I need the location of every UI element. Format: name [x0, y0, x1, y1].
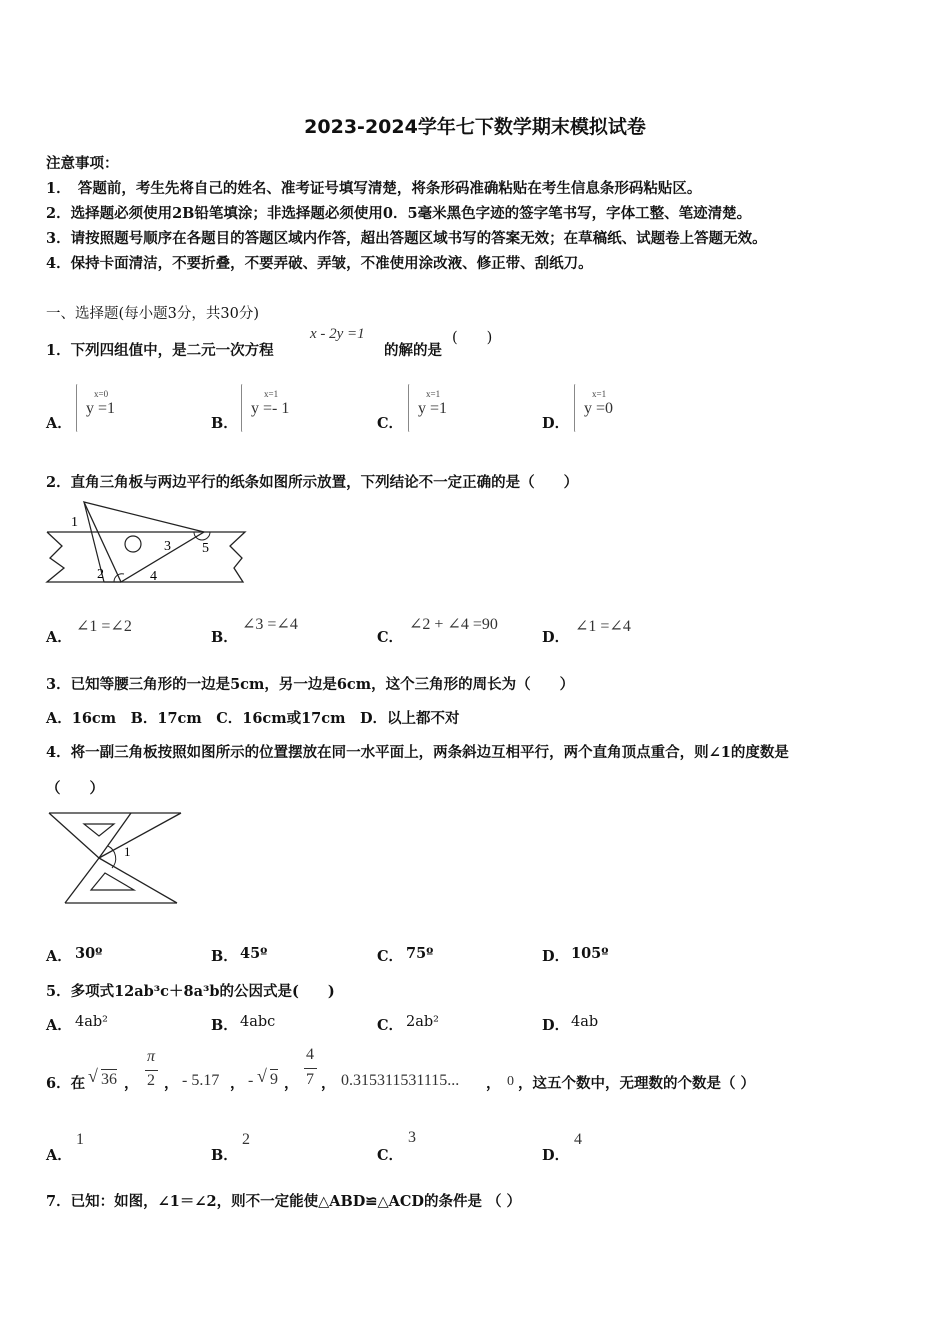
fig-label-1: 1 [71, 515, 78, 530]
option-label: A． [46, 629, 72, 646]
hole [125, 536, 141, 552]
option-value: 4ab [571, 1014, 599, 1030]
q2-stem: 2．直角三角板与两边平行的纸条如图所示放置，下列结论不一定正确的是（ ） [46, 474, 579, 491]
q6-sep: ， [164, 1075, 179, 1092]
option-label: C． [377, 1147, 404, 1164]
q7-stem: 7．已知：如图，∠1＝∠2，则不一定能使△ABD≌△ACD的条件是 （ ） [46, 1193, 522, 1210]
q1-stem-end: 的解的是 [384, 342, 442, 359]
fig-label-5: 5 [202, 541, 209, 556]
q6-neg: - [248, 1072, 254, 1089]
q6-two: 2 [147, 1072, 155, 1089]
option-label: C． [377, 415, 404, 432]
option-label: C． [377, 629, 404, 646]
brace [241, 384, 244, 432]
q6-four: 4 [306, 1046, 314, 1063]
option-label: B． [211, 629, 238, 646]
notice-item-4: 4．保持卡面清洁，不要折叠，不要弄破、弄皱，不准使用涂改液、修正带、刮纸刀。 [46, 255, 593, 272]
option-value: 45º [240, 945, 268, 962]
q6-zero: 0 [507, 1074, 514, 1089]
q6-sep: ， [230, 1075, 245, 1092]
option-expr: ∠1 =∠4 [575, 618, 631, 635]
q6-sqrt36: 36 [101, 1071, 117, 1088]
section-heading: 一、选择题(每小题3分，共30分) [46, 306, 259, 322]
option-value: 30º [75, 945, 103, 962]
option-value: 4abc [240, 1014, 276, 1030]
option-bottom: y =1 [418, 400, 448, 417]
option-label: D． [542, 948, 570, 965]
q6-neg517: - 5.17 [182, 1072, 220, 1089]
option-label: B． [211, 1017, 238, 1034]
q4-figure [46, 810, 186, 908]
option-top: x=1 [426, 389, 441, 399]
fig-label-4: 4 [150, 569, 157, 584]
page-title: 2023-2024学年七下数学期末模拟试卷 [304, 116, 646, 138]
option-label: B． [211, 948, 238, 965]
q6-seven: 7 [306, 1071, 314, 1088]
q6-sqrt-sign: √ [88, 1066, 98, 1086]
option-label: C． [377, 948, 404, 965]
notice-item-3: 3．请按照题号顺序在各题目的答题区域内作答，超出答题区域书写的答案无效；在草稿纸、试题卷上答题无效。 [46, 230, 767, 247]
option-label: A． [46, 1017, 72, 1034]
brace [574, 384, 577, 432]
notice-heading: 注意事项： [46, 155, 119, 172]
option-label: A． [46, 948, 72, 965]
q6-sep: ， [486, 1075, 501, 1092]
option-top: x=1 [592, 389, 607, 399]
paper-strip [47, 532, 245, 582]
option-value: 105º [571, 945, 609, 962]
option-top: x=0 [94, 389, 109, 399]
q4-stem: 4．将一副三角板按照如图所示的位置摆放在同一水平面上，两条斜边互相平行，两个直角顶点重合，则∠1的度数是 [46, 744, 789, 761]
option-label: B． [211, 415, 238, 432]
option-expr: ∠1 =∠2 [76, 618, 132, 635]
q2-figure [44, 498, 249, 588]
option-label: D． [542, 1147, 570, 1164]
q6-tail: ，这五个数中，无理数的个数是（ ） [518, 1075, 756, 1092]
option-value: 4ab² [75, 1014, 108, 1030]
option-value: 2 [242, 1131, 250, 1148]
q6-decimal: 0.315311531115... [341, 1072, 460, 1089]
fig-label-3: 3 [164, 539, 171, 554]
option-label: C． [377, 1017, 404, 1034]
q5-stem: 5．多项式12ab³c＋8a³b的公因式是( ) [46, 983, 335, 1000]
option-bottom: y =1 [86, 400, 116, 417]
notice-item-2: 2．选择题必须使用2B铅笔填涂；非选择题必须使用0．5毫米黑色字迹的签字笔书写，字体工整、笔迹清楚。 [46, 205, 752, 222]
q6-sqrt-sign: √ [257, 1066, 267, 1086]
option-label: D． [542, 1017, 570, 1034]
fraction-bar [304, 1068, 317, 1069]
option-value: 3 [408, 1129, 416, 1146]
q1-stem: 1．下列四组值中，是二元一次方程 [46, 342, 274, 359]
option-expr: ∠3 =∠4 [242, 616, 298, 633]
option-value: 1 [76, 1131, 84, 1148]
option-label: D． [542, 629, 570, 646]
q3-options[interactable]: A．16cm B．17cm C．16cm或17cm D．以上都不对 [46, 710, 460, 727]
option-value: 4 [574, 1131, 582, 1148]
q4-paren: （ ） [46, 780, 104, 797]
q6-pi: π [147, 1048, 156, 1065]
q6-sep: ， [124, 1075, 139, 1092]
option-top: x=1 [264, 389, 279, 399]
q6-nine: 9 [270, 1071, 278, 1088]
option-value: 2ab² [406, 1014, 439, 1030]
option-label: A． [46, 1147, 72, 1164]
q6-lead: 6．在 [46, 1075, 86, 1092]
option-bottom: y =0 [584, 400, 614, 417]
notice-item-1: 1． 答题前，考生先将自己的姓名、准考证号填写清楚，将条形码准确粘贴在考生信息条形码粘贴区。 [46, 180, 702, 197]
option-value: 75º [406, 945, 434, 962]
q3-stem: 3．已知等腰三角形的一边是5cm，另一边是6cm，这个三角形的周长为（ ） [46, 676, 575, 693]
q1-paren: ( ) [452, 330, 493, 346]
brace [408, 384, 411, 432]
q1-equation: x - 2y =1 [310, 326, 365, 342]
fig-label-1: 1 [124, 844, 131, 859]
option-label: B． [211, 1147, 238, 1164]
q6-sep: ， [321, 1075, 336, 1092]
option-bottom: y =- 1 [251, 400, 290, 417]
option-expr: ∠2 + ∠4 =90 [409, 616, 498, 633]
fig-label-2: 2 [97, 567, 104, 582]
brace [76, 384, 79, 432]
q6-sep: ， [284, 1075, 299, 1092]
fraction-bar [145, 1070, 158, 1071]
option-label: A． [46, 415, 72, 432]
option-label: D． [542, 415, 570, 432]
